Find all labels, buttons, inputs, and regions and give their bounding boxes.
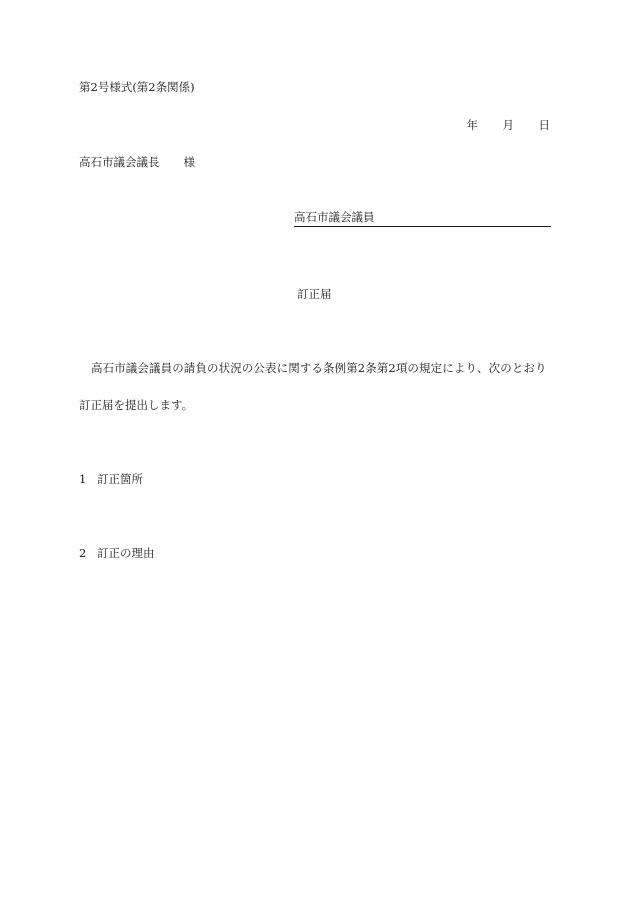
date-year-label: 年: [466, 118, 478, 132]
body-text-line-1: 高石市議会議員の請負の状況の公表に関する条例第2条第2項の規定により、次のとおり: [91, 361, 547, 375]
addressee: [79, 157, 195, 169]
addressee-name: 高石市議会議長: [79, 155, 160, 169]
item-correction-reason: [79, 548, 155, 560]
addressee-honorific: 様: [183, 155, 195, 169]
item-label: 訂正箇所: [97, 472, 143, 486]
signer-line: [294, 212, 551, 227]
signer-label: 高石市議会議員: [294, 210, 375, 224]
item-number: 1: [79, 472, 87, 486]
date-line: [467, 120, 551, 132]
item-number: 2: [79, 546, 87, 560]
date-month-label: 月: [502, 118, 514, 132]
body-text-line-2: 訂正届を提出します。: [79, 398, 194, 412]
form-number: 第2号様式(第2条関係): [79, 80, 195, 94]
item-label: 訂正の理由: [97, 546, 155, 560]
item-correction-location: [79, 474, 143, 486]
document-title: 訂正届: [297, 287, 332, 301]
date-day-label: 日: [538, 118, 550, 132]
